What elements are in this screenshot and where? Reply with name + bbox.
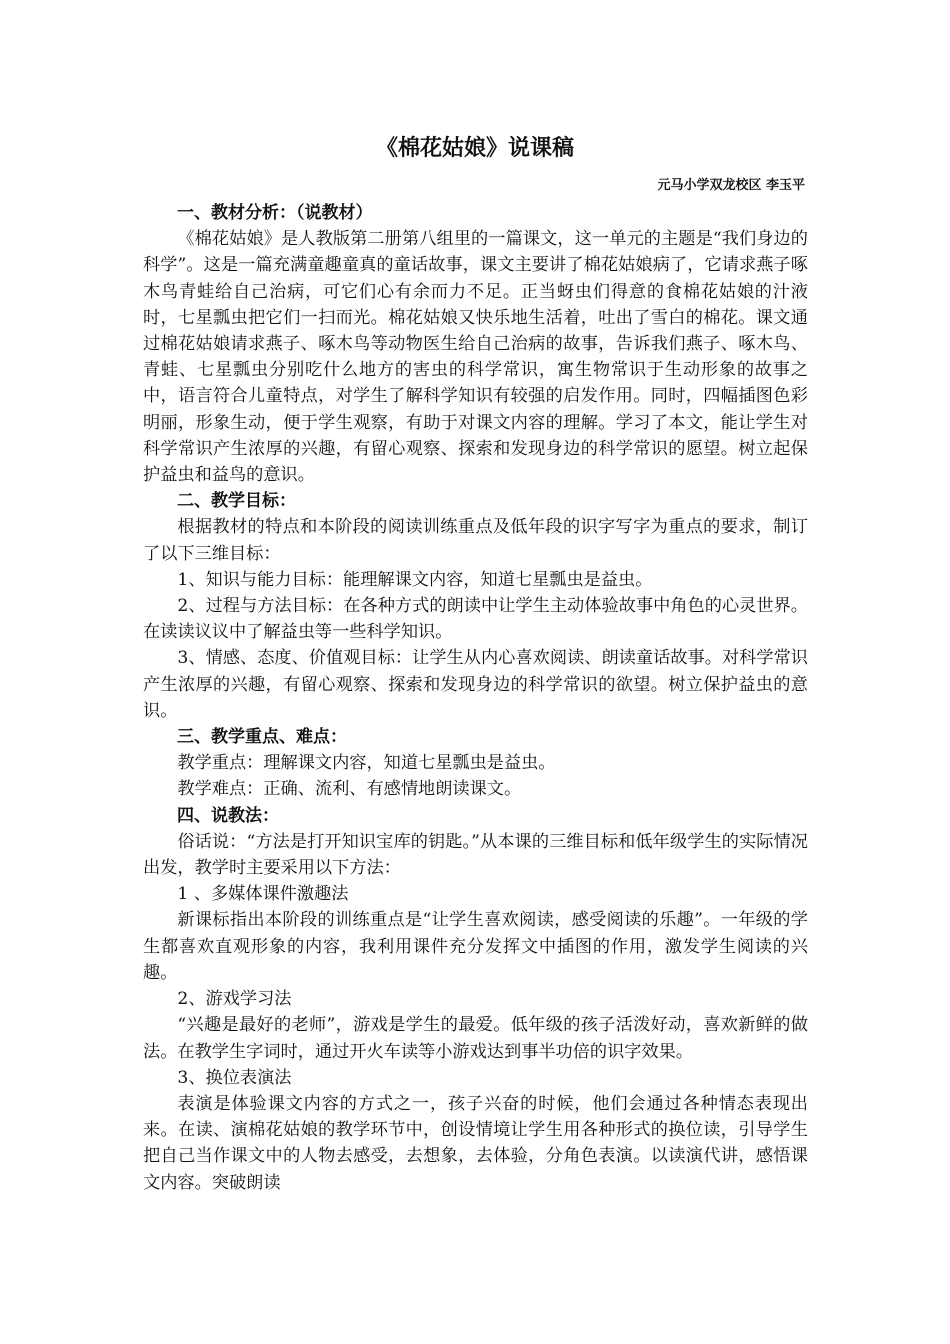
section-heading: 三、教学重点、难点： — [177, 727, 347, 748]
paragraph: 3、换位表演法 — [177, 1067, 292, 1088]
paragraph: 1 、多媒体课件激趣法 — [177, 884, 349, 905]
document-title: 《棉花姑娘》说课稿 — [375, 136, 574, 161]
document-body — [143, 200, 808, 1196]
paragraph: 1、知识与能力目标：能理解课文内容，知道七星瓢虫是益虫。 — [177, 569, 653, 590]
paragraph: 教学难点：正确、流利、有感情地朗读课文。 — [177, 779, 522, 800]
paragraph: “兴趣是最好的老师”，游戏是学生的最爱。低年级的孩子活泼好动，喜欢新鲜的做法。在教学生字词时，通过开火车读等小游戏达到事半功倍的识字效果。 — [143, 1015, 808, 1062]
paragraph: 2、游戏学习法 — [177, 989, 292, 1010]
document-author: 元马小学双龙校区 李玉平 — [657, 178, 805, 193]
paragraph: 教学重点：理解课文内容，知道七星瓢虫是益虫。 — [177, 753, 556, 774]
section-heading: 一、教材分析：（说教材） — [177, 203, 373, 223]
paragraph: 2、过程与方法目标：在各种方式的朗读中让学生主动体验故事中角色的心灵世界。在读读议议中了解益虫等一些科学知识。 — [143, 596, 808, 643]
paragraph: 表演是体验课文内容的方式之一，孩子兴奋的时候，他们会通过各种情态表现出来。在读、演棉花姑娘的教学环节中，创设情境让学生用各种形式的换位读，引导学生把自己当作课文中的人物去感受，去想象，去体验，分角色表演。以读演代讲，感悟课文内容。突破朗读 — [143, 1093, 808, 1193]
paragraph: 俗话说：“方法是打开知识宝库的钥匙。”从本课的三维目标和低年级学生的实际情况出发，教学时主要采用以下方法： — [143, 831, 808, 879]
paragraph: 根据教材的特点和本阶段的阅读训练重点及低年段的识字写字为重点的要求，制订了以下三维目标： — [143, 517, 808, 564]
section-heading: 二、教学目标： — [177, 491, 296, 512]
paragraph: 《棉花姑娘》是人教版第二册第八组里的一篇课文，这一单元的主题是“我们身边的科学”。这是一篇充满童趣童真的童话故事，课文主要讲了棉花姑娘病了，它请求燕子啄木鸟青蛙给自己治病，可它们心有余而力不足。正当蚜虫们得意的食棉花姑娘的汁液时，七星瓢虫把它们一扫而光。棉花姑娘又快乐地生活着，吐出了雪白的棉花。课文通过棉花姑娘请求燕子、啄木鸟等动物医生给自己治病的故事，告诉我们燕子、啄木鸟、青蛙、七星瓢虫分别吃什么地方的害虫的科学常识，寓生物常识于生动形象的故事之中，语言符合儿童特点，对学生了解科学知识有较强的启发作用。同时，四幅插图色彩明丽，形象生动，便于学生观察，有助于对课文内容的理解。学习了本文，能让学生对科学常识产生浓厚的兴趣，有留心观察、探索和发现身边的科学常识的愿望。树立起保护益虫和益鸟的意识。 — [143, 229, 808, 486]
section-heading: 四、说教法： — [177, 805, 279, 826]
paragraph: 新课标指出本阶段的训练重点是“让学生喜欢阅读，感受阅读的乐趣”。一年级的学生都喜欢直观形象的内容，我利用课件充分发挥文中插图的作用，激发学生阅读的兴趣。 — [143, 910, 808, 983]
paragraph: 3、情感、态度、价值观目标：让学生从内心喜欢阅读、朗读童话故事。对科学常识产生浓厚的兴趣，有留心观察、探索和发现身边的科学常识的欲望。树立保护益虫的意识。 — [143, 648, 808, 721]
